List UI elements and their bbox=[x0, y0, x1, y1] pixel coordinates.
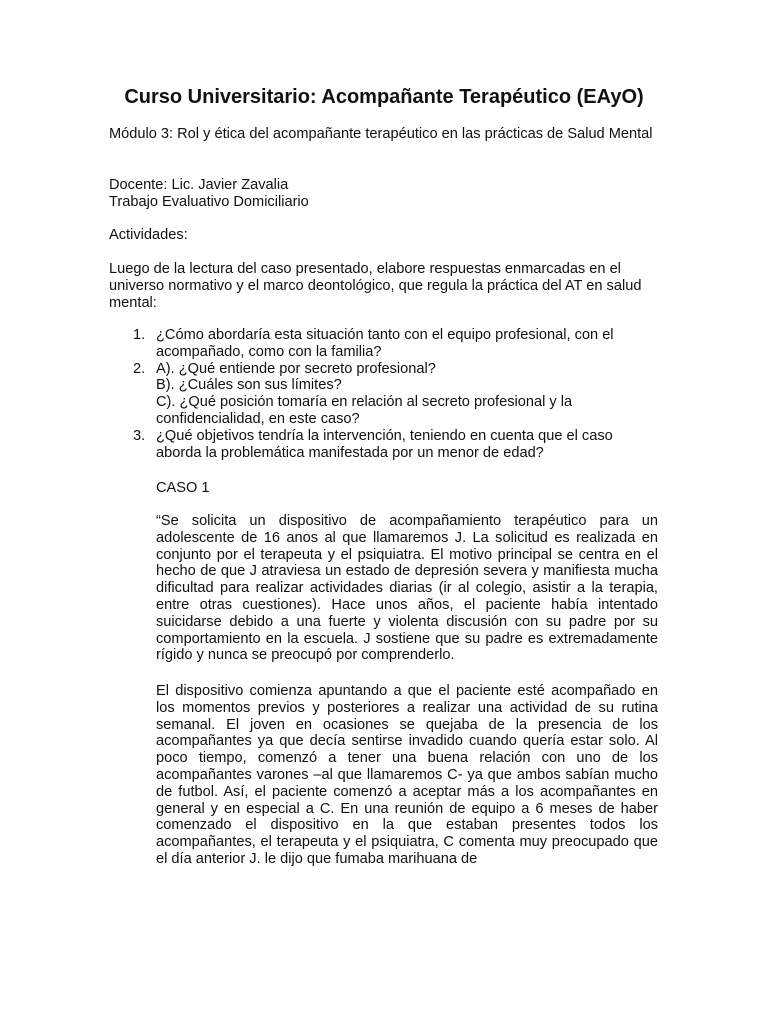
activities-heading: Actividades: bbox=[109, 227, 188, 243]
case-paragraph: El dispositivo comienza apuntando a que el paciente esté acompañado en los momentos previos y posteriores a realizar una actividad de su rutina semanal. El joven en ocasiones se quejaba de la presencia de los acompañantes ya que decía sentirse invadido cuando quería estar solo. Al poco tiempo, comenzó a tener una buena relación con uno de los acompañantes varones –al que llamaremos C- ya que ambos sabían mucho de futbol. Así, el paciente comenzó a aceptar más a los acompañantes en general y en especial a C. En una reunión de equipo a 6 meses de haber comenzado el dispositivo en la que estaban presentes todos los acompañantes, el terapeuta y el psiquiatra, C comenta muy preocupado que el día anterior J. le dijo que fumaba marihuana de bbox=[156, 683, 658, 867]
question-text: B). ¿Cuáles son sus límites? bbox=[156, 377, 342, 394]
question-text: ¿Cómo abordaría esta situación tanto con el equipo profesional, con el acompañado, como con la familia? bbox=[156, 327, 614, 360]
instructions-paragraph: Luego de la lectura del caso presentado, elabore respuestas enmarcadas en el universo normativo y el marco deontológico, que regula la práctica del AT en salud mental: bbox=[109, 261, 642, 311]
questions-list bbox=[109, 327, 657, 461]
teacher-line: Docente: Lic. Javier Zavalia bbox=[109, 177, 289, 193]
question-text: C). ¿Qué posición tomaría en relación al secreto profesional y la confidencialidad, en este caso? bbox=[156, 394, 573, 427]
question-item bbox=[109, 327, 657, 361]
question-text: A). ¿Qué entiende por secreto profesional? bbox=[156, 360, 436, 377]
question-text: ¿Qué objetivos tendría la intervención, teniendo en cuenta que el caso aborda la problemática manifestada por un menor de edad? bbox=[156, 427, 613, 461]
question-item bbox=[109, 428, 657, 462]
assignment-line: Trabajo Evaluativo Domiciliario bbox=[109, 194, 309, 210]
document-title: Curso Universitario: Acompañante Terapéutico (EAyO) bbox=[124, 86, 644, 108]
question-number: 2. bbox=[133, 360, 146, 377]
case-paragraph: “Se solicita un dispositivo de acompañamiento terapéutico para un adolescente de 16 anos al que llamaremos J. La solicitud es realizada en conjunto por el terapeuta y el psiquiatra. El motivo principal se centra en el hecho de que J atraviesa un estado de depresión severa y manifiesta mucha dificultad para realizar actividades diarias (ir al colegio, asistir a la terapia, entre otras cuestiones). Hace unos años, el paciente había intentado suicidarse debido a una fuerte y violenta discusión con su padre por su comportamiento en la escuela. J sostiene que su padre es extremadamente rígido y nunca se preocupó por comprenderlo. bbox=[156, 513, 658, 664]
case-title: CASO 1 bbox=[156, 480, 210, 496]
question-number: 3. bbox=[133, 427, 146, 444]
module-line: Módulo 3: Rol y ética del acompañante terapéutico en las prácticas de Salud Mental bbox=[109, 126, 653, 142]
question-item bbox=[109, 361, 657, 428]
question-number: 1. bbox=[133, 327, 146, 343]
